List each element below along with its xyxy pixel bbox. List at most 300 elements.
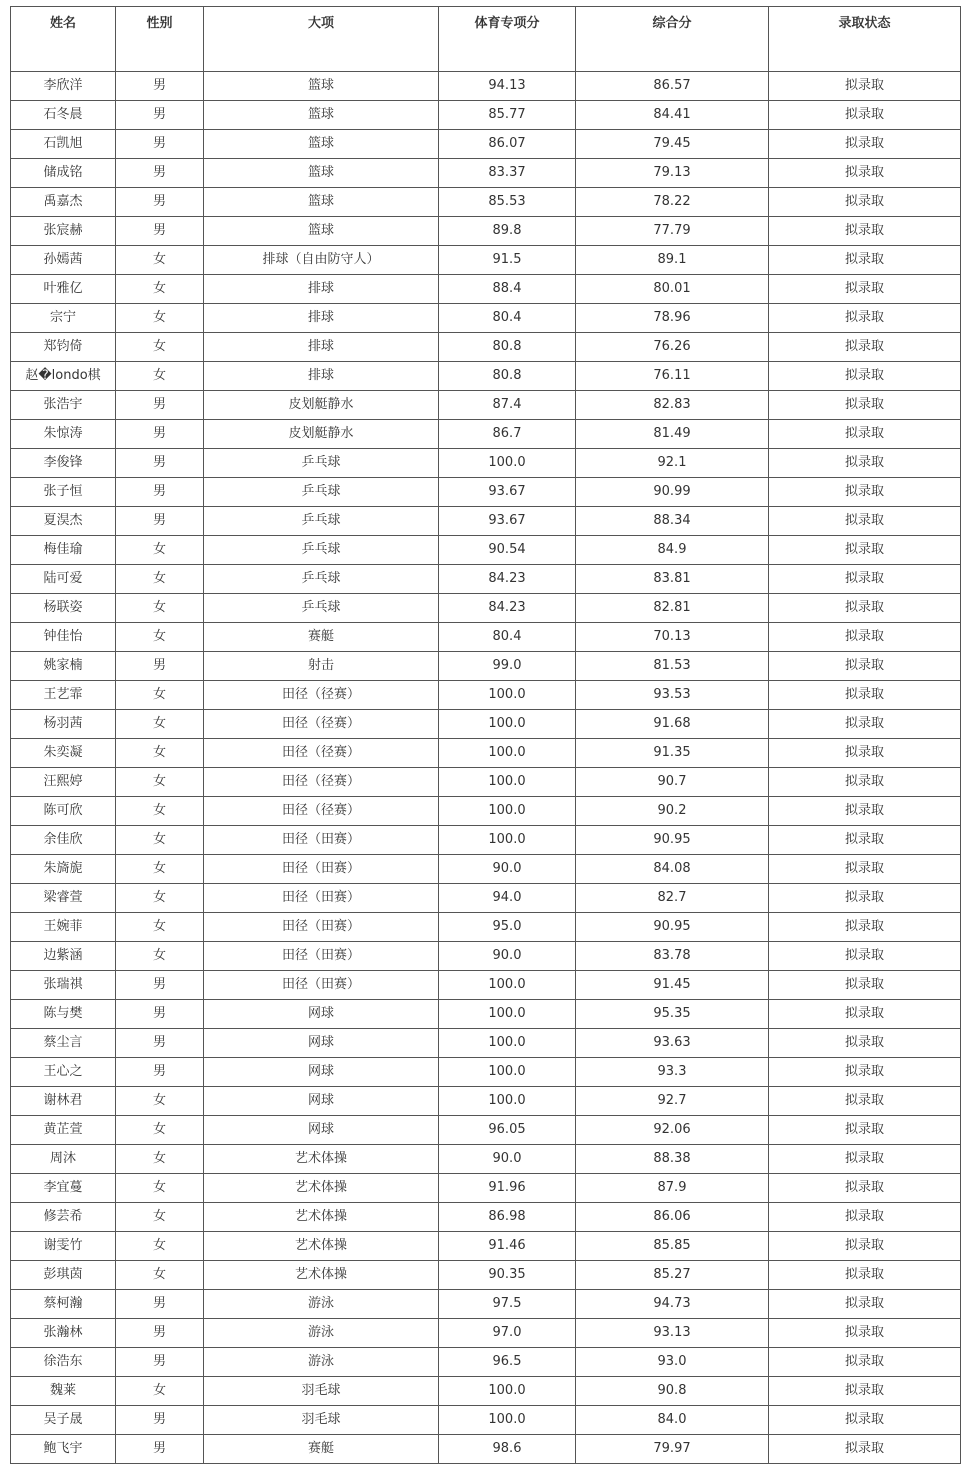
cell-status: 拟录取 xyxy=(769,1058,961,1087)
cell-sport: 艺术体操 xyxy=(204,1232,439,1261)
cell-gender: 女 xyxy=(116,681,204,710)
table-row xyxy=(11,1261,961,1290)
cell-status: 拟录取 xyxy=(769,652,961,681)
cell-status: 拟录取 xyxy=(769,1377,961,1406)
cell-name: 张瑞祺 xyxy=(11,971,116,1000)
cell-sport-score: 93.67 xyxy=(439,478,576,507)
table-row xyxy=(11,1406,961,1435)
cell-sport: 游泳 xyxy=(204,1348,439,1377)
cell-sport-score: 84.23 xyxy=(439,565,576,594)
cell-status: 拟录取 xyxy=(769,72,961,101)
table-row xyxy=(11,246,961,275)
cell-sport: 网球 xyxy=(204,1029,439,1058)
cell-total-score: 90.99 xyxy=(576,478,769,507)
cell-sport: 田径（田赛） xyxy=(204,826,439,855)
cell-status: 拟录取 xyxy=(769,594,961,623)
cell-status: 拟录取 xyxy=(769,681,961,710)
cell-name: 谢林君 xyxy=(11,1087,116,1116)
cell-sport-score: 86.7 xyxy=(439,420,576,449)
header-status: 录取状态 xyxy=(769,7,961,72)
cell-name: 梁睿萱 xyxy=(11,884,116,913)
table-row xyxy=(11,1116,961,1145)
cell-total-score: 90.7 xyxy=(576,768,769,797)
cell-total-score: 93.13 xyxy=(576,1319,769,1348)
cell-status: 拟录取 xyxy=(769,507,961,536)
cell-status: 拟录取 xyxy=(769,623,961,652)
cell-sport: 游泳 xyxy=(204,1319,439,1348)
cell-sport: 赛艇 xyxy=(204,623,439,652)
cell-sport-score: 83.37 xyxy=(439,159,576,188)
cell-sport: 网球 xyxy=(204,1116,439,1145)
cell-gender: 女 xyxy=(116,1377,204,1406)
cell-sport-score: 95.0 xyxy=(439,913,576,942)
cell-status: 拟录取 xyxy=(769,449,961,478)
cell-name: 陆可爱 xyxy=(11,565,116,594)
cell-gender: 男 xyxy=(116,130,204,159)
cell-status: 拟录取 xyxy=(769,536,961,565)
cell-name: 魏莱 xyxy=(11,1377,116,1406)
cell-total-score: 86.57 xyxy=(576,72,769,101)
cell-name: 郑钧倚 xyxy=(11,333,116,362)
cell-name: 朱旖旎 xyxy=(11,855,116,884)
cell-status: 拟录取 xyxy=(769,913,961,942)
cell-status: 拟录取 xyxy=(769,1116,961,1145)
cell-name: 朱奕凝 xyxy=(11,739,116,768)
cell-sport-score: 94.0 xyxy=(439,884,576,913)
cell-status: 拟录取 xyxy=(769,855,961,884)
cell-name: 徐浩东 xyxy=(11,1348,116,1377)
cell-name: 黄芷萱 xyxy=(11,1116,116,1145)
header-total-score: 综合分 xyxy=(576,7,769,72)
cell-sport: 田径（径赛） xyxy=(204,681,439,710)
cell-sport: 游泳 xyxy=(204,1290,439,1319)
table-row xyxy=(11,797,961,826)
cell-sport-score: 93.67 xyxy=(439,507,576,536)
table-row xyxy=(11,768,961,797)
cell-status: 拟录取 xyxy=(769,1087,961,1116)
cell-sport: 田径（径赛） xyxy=(204,797,439,826)
cell-status: 拟录取 xyxy=(769,710,961,739)
cell-total-score: 82.83 xyxy=(576,391,769,420)
cell-status: 拟录取 xyxy=(769,304,961,333)
cell-total-score: 91.35 xyxy=(576,739,769,768)
cell-gender: 女 xyxy=(116,710,204,739)
cell-total-score: 87.9 xyxy=(576,1174,769,1203)
cell-sport: 排球 xyxy=(204,304,439,333)
table-row xyxy=(11,1000,961,1029)
cell-status: 拟录取 xyxy=(769,246,961,275)
cell-status: 拟录取 xyxy=(769,1145,961,1174)
cell-total-score: 81.53 xyxy=(576,652,769,681)
cell-sport: 乒乓球 xyxy=(204,449,439,478)
cell-status: 拟录取 xyxy=(769,1000,961,1029)
cell-name: 王心之 xyxy=(11,1058,116,1087)
cell-sport: 田径（田赛） xyxy=(204,855,439,884)
cell-sport: 篮球 xyxy=(204,72,439,101)
cell-name: 陈可欣 xyxy=(11,797,116,826)
cell-total-score: 93.63 xyxy=(576,1029,769,1058)
cell-sport-score: 85.53 xyxy=(439,188,576,217)
cell-total-score: 80.01 xyxy=(576,275,769,304)
table-row xyxy=(11,130,961,159)
table-row xyxy=(11,507,961,536)
cell-gender: 男 xyxy=(116,1029,204,1058)
cell-sport: 皮划艇静水 xyxy=(204,420,439,449)
cell-total-score: 85.27 xyxy=(576,1261,769,1290)
table-header-row xyxy=(11,7,961,72)
cell-name: 谢雯竹 xyxy=(11,1232,116,1261)
cell-name: 周沐 xyxy=(11,1145,116,1174)
cell-status: 拟录取 xyxy=(769,826,961,855)
cell-total-score: 76.11 xyxy=(576,362,769,391)
cell-name: 彭琪茵 xyxy=(11,1261,116,1290)
cell-status: 拟录取 xyxy=(769,1290,961,1319)
cell-sport-score: 91.5 xyxy=(439,246,576,275)
table-row xyxy=(11,478,961,507)
cell-total-score: 78.96 xyxy=(576,304,769,333)
cell-sport-score: 80.8 xyxy=(439,362,576,391)
cell-total-score: 92.1 xyxy=(576,449,769,478)
cell-sport: 网球 xyxy=(204,1058,439,1087)
cell-sport-score: 100.0 xyxy=(439,681,576,710)
cell-sport-score: 90.35 xyxy=(439,1261,576,1290)
table-row xyxy=(11,710,961,739)
cell-sport: 乒乓球 xyxy=(204,536,439,565)
cell-sport-score: 98.6 xyxy=(439,1435,576,1464)
cell-sport-score: 100.0 xyxy=(439,971,576,1000)
cell-status: 拟录取 xyxy=(769,333,961,362)
cell-total-score: 85.85 xyxy=(576,1232,769,1261)
cell-name: 蔡尘言 xyxy=(11,1029,116,1058)
cell-sport-score: 80.4 xyxy=(439,623,576,652)
cell-gender: 女 xyxy=(116,246,204,275)
cell-sport: 篮球 xyxy=(204,159,439,188)
cell-total-score: 79.97 xyxy=(576,1435,769,1464)
cell-name: 叶雅亿 xyxy=(11,275,116,304)
cell-sport: 羽毛球 xyxy=(204,1406,439,1435)
cell-gender: 女 xyxy=(116,1203,204,1232)
table-row xyxy=(11,971,961,1000)
cell-status: 拟录取 xyxy=(769,797,961,826)
cell-gender: 女 xyxy=(116,333,204,362)
cell-status: 拟录取 xyxy=(769,362,961,391)
table-row xyxy=(11,362,961,391)
cell-gender: 男 xyxy=(116,420,204,449)
cell-status: 拟录取 xyxy=(769,942,961,971)
cell-status: 拟录取 xyxy=(769,1029,961,1058)
table-row xyxy=(11,1377,961,1406)
table-row xyxy=(11,449,961,478)
cell-name: 张宸赫 xyxy=(11,217,116,246)
cell-name: 蔡柯瀚 xyxy=(11,1290,116,1319)
header-name: 姓名 xyxy=(11,7,116,72)
cell-gender: 女 xyxy=(116,1174,204,1203)
cell-total-score: 84.41 xyxy=(576,101,769,130)
cell-name: 赵�londo棋 xyxy=(11,362,116,391)
cell-sport: 田径（径赛） xyxy=(204,710,439,739)
cell-status: 拟录取 xyxy=(769,565,961,594)
cell-total-score: 90.95 xyxy=(576,826,769,855)
cell-sport: 赛艇 xyxy=(204,1435,439,1464)
cell-sport: 排球 xyxy=(204,275,439,304)
table-row xyxy=(11,391,961,420)
cell-sport-score: 80.4 xyxy=(439,304,576,333)
cell-name: 宗宁 xyxy=(11,304,116,333)
cell-total-score: 83.81 xyxy=(576,565,769,594)
cell-sport: 乒乓球 xyxy=(204,594,439,623)
cell-gender: 男 xyxy=(116,72,204,101)
cell-gender: 女 xyxy=(116,942,204,971)
cell-gender: 男 xyxy=(116,652,204,681)
cell-name: 张浩宇 xyxy=(11,391,116,420)
cell-sport: 羽毛球 xyxy=(204,1377,439,1406)
table-row xyxy=(11,739,961,768)
table-row xyxy=(11,1145,961,1174)
cell-gender: 女 xyxy=(116,768,204,797)
cell-status: 拟录取 xyxy=(769,130,961,159)
cell-total-score: 90.95 xyxy=(576,913,769,942)
cell-total-score: 78.22 xyxy=(576,188,769,217)
cell-total-score: 92.06 xyxy=(576,1116,769,1145)
cell-name: 夏淏杰 xyxy=(11,507,116,536)
cell-sport: 田径（径赛） xyxy=(204,768,439,797)
table-row xyxy=(11,101,961,130)
cell-gender: 男 xyxy=(116,188,204,217)
cell-sport-score: 94.13 xyxy=(439,72,576,101)
cell-gender: 男 xyxy=(116,507,204,536)
table-row xyxy=(11,1174,961,1203)
cell-sport: 网球 xyxy=(204,1000,439,1029)
cell-gender: 女 xyxy=(116,1116,204,1145)
cell-sport: 乒乓球 xyxy=(204,478,439,507)
table-row xyxy=(11,1203,961,1232)
cell-gender: 女 xyxy=(116,623,204,652)
cell-total-score: 93.53 xyxy=(576,681,769,710)
cell-sport: 艺术体操 xyxy=(204,1203,439,1232)
cell-sport-score: 97.0 xyxy=(439,1319,576,1348)
cell-total-score: 93.0 xyxy=(576,1348,769,1377)
cell-gender: 男 xyxy=(116,1348,204,1377)
cell-status: 拟录取 xyxy=(769,217,961,246)
cell-name: 余佳欣 xyxy=(11,826,116,855)
cell-status: 拟录取 xyxy=(769,971,961,1000)
cell-gender: 女 xyxy=(116,565,204,594)
cell-sport: 篮球 xyxy=(204,101,439,130)
cell-name: 边紫涵 xyxy=(11,942,116,971)
table-row xyxy=(11,217,961,246)
cell-name: 梅佳瑜 xyxy=(11,536,116,565)
cell-status: 拟录取 xyxy=(769,420,961,449)
cell-sport-score: 91.46 xyxy=(439,1232,576,1261)
cell-name: 石冬晨 xyxy=(11,101,116,130)
cell-sport: 篮球 xyxy=(204,130,439,159)
cell-status: 拟录取 xyxy=(769,1174,961,1203)
cell-sport: 艺术体操 xyxy=(204,1174,439,1203)
cell-sport-score: 90.54 xyxy=(439,536,576,565)
table-row xyxy=(11,1232,961,1261)
cell-sport-score: 91.96 xyxy=(439,1174,576,1203)
cell-gender: 女 xyxy=(116,797,204,826)
table-row xyxy=(11,1087,961,1116)
cell-name: 李宜蔓 xyxy=(11,1174,116,1203)
header-sport-score: 体育专项分 xyxy=(439,7,576,72)
cell-status: 拟录取 xyxy=(769,768,961,797)
cell-gender: 女 xyxy=(116,362,204,391)
table-row xyxy=(11,536,961,565)
cell-total-score: 91.68 xyxy=(576,710,769,739)
cell-sport: 篮球 xyxy=(204,217,439,246)
cell-status: 拟录取 xyxy=(769,1319,961,1348)
cell-sport-score: 100.0 xyxy=(439,768,576,797)
cell-total-score: 86.06 xyxy=(576,1203,769,1232)
table-row xyxy=(11,826,961,855)
cell-gender: 男 xyxy=(116,1058,204,1087)
cell-sport: 田径（田赛） xyxy=(204,884,439,913)
cell-total-score: 79.45 xyxy=(576,130,769,159)
cell-gender: 女 xyxy=(116,536,204,565)
cell-total-score: 79.13 xyxy=(576,159,769,188)
cell-gender: 男 xyxy=(116,449,204,478)
cell-name: 李欣洋 xyxy=(11,72,116,101)
cell-sport-score: 100.0 xyxy=(439,1029,576,1058)
cell-sport: 乒乓球 xyxy=(204,565,439,594)
cell-gender: 女 xyxy=(116,739,204,768)
cell-gender: 女 xyxy=(116,594,204,623)
cell-gender: 女 xyxy=(116,1145,204,1174)
cell-gender: 女 xyxy=(116,275,204,304)
cell-total-score: 94.73 xyxy=(576,1290,769,1319)
cell-sport: 田径（田赛） xyxy=(204,942,439,971)
cell-gender: 女 xyxy=(116,1232,204,1261)
cell-sport-score: 96.5 xyxy=(439,1348,576,1377)
cell-name: 朱惊涛 xyxy=(11,420,116,449)
cell-sport-score: 85.77 xyxy=(439,101,576,130)
cell-gender: 女 xyxy=(116,884,204,913)
cell-sport-score: 100.0 xyxy=(439,826,576,855)
table-row xyxy=(11,1319,961,1348)
cell-sport-score: 96.05 xyxy=(439,1116,576,1145)
cell-status: 拟录取 xyxy=(769,1232,961,1261)
cell-sport-score: 100.0 xyxy=(439,739,576,768)
cell-total-score: 93.3 xyxy=(576,1058,769,1087)
cell-name: 鲍飞宇 xyxy=(11,1435,116,1464)
cell-gender: 男 xyxy=(116,101,204,130)
table-row xyxy=(11,884,961,913)
table-row xyxy=(11,304,961,333)
table-row xyxy=(11,275,961,304)
cell-name: 王艺霏 xyxy=(11,681,116,710)
header-gender: 性别 xyxy=(116,7,204,72)
table-row xyxy=(11,1348,961,1377)
cell-total-score: 84.08 xyxy=(576,855,769,884)
cell-sport: 排球 xyxy=(204,333,439,362)
cell-total-score: 77.79 xyxy=(576,217,769,246)
cell-gender: 女 xyxy=(116,1087,204,1116)
admission-table xyxy=(10,6,961,1464)
cell-total-score: 81.49 xyxy=(576,420,769,449)
cell-total-score: 82.81 xyxy=(576,594,769,623)
cell-sport-score: 100.0 xyxy=(439,1087,576,1116)
cell-sport: 皮划艇静水 xyxy=(204,391,439,420)
cell-gender: 女 xyxy=(116,855,204,884)
cell-sport-score: 86.98 xyxy=(439,1203,576,1232)
cell-sport-score: 100.0 xyxy=(439,797,576,826)
cell-sport-score: 100.0 xyxy=(439,1377,576,1406)
cell-name: 李俊锋 xyxy=(11,449,116,478)
cell-sport-score: 100.0 xyxy=(439,1058,576,1087)
cell-name: 张瀚林 xyxy=(11,1319,116,1348)
cell-sport-score: 100.0 xyxy=(439,1000,576,1029)
table-row xyxy=(11,913,961,942)
cell-status: 拟录取 xyxy=(769,1406,961,1435)
table-row xyxy=(11,565,961,594)
cell-sport: 篮球 xyxy=(204,188,439,217)
cell-gender: 男 xyxy=(116,1435,204,1464)
cell-gender: 男 xyxy=(116,1406,204,1435)
cell-total-score: 91.45 xyxy=(576,971,769,1000)
cell-status: 拟录取 xyxy=(769,159,961,188)
cell-sport-score: 99.0 xyxy=(439,652,576,681)
cell-sport-score: 100.0 xyxy=(439,1406,576,1435)
cell-gender: 男 xyxy=(116,478,204,507)
cell-total-score: 84.0 xyxy=(576,1406,769,1435)
cell-total-score: 92.7 xyxy=(576,1087,769,1116)
cell-total-score: 82.7 xyxy=(576,884,769,913)
table-row xyxy=(11,188,961,217)
cell-sport-score: 86.07 xyxy=(439,130,576,159)
cell-name: 吴子晟 xyxy=(11,1406,116,1435)
cell-gender: 女 xyxy=(116,304,204,333)
cell-name: 修芸希 xyxy=(11,1203,116,1232)
cell-name: 钟佳怡 xyxy=(11,623,116,652)
cell-total-score: 88.34 xyxy=(576,507,769,536)
cell-sport-score: 88.4 xyxy=(439,275,576,304)
cell-sport-score: 100.0 xyxy=(439,710,576,739)
cell-gender: 男 xyxy=(116,391,204,420)
cell-sport-score: 84.23 xyxy=(439,594,576,623)
cell-name: 汪熙婷 xyxy=(11,768,116,797)
cell-total-score: 76.26 xyxy=(576,333,769,362)
cell-status: 拟录取 xyxy=(769,1435,961,1464)
cell-gender: 女 xyxy=(116,1261,204,1290)
cell-status: 拟录取 xyxy=(769,1203,961,1232)
cell-sport-score: 97.5 xyxy=(439,1290,576,1319)
cell-total-score: 89.1 xyxy=(576,246,769,275)
cell-sport-score: 87.4 xyxy=(439,391,576,420)
table-body xyxy=(11,7,961,1464)
cell-name: 禹嘉杰 xyxy=(11,188,116,217)
cell-name: 张子恒 xyxy=(11,478,116,507)
cell-name: 杨联姿 xyxy=(11,594,116,623)
cell-name: 石凯旭 xyxy=(11,130,116,159)
table-row xyxy=(11,72,961,101)
cell-sport: 排球（自由防守人） xyxy=(204,246,439,275)
cell-sport-score: 100.0 xyxy=(439,449,576,478)
table-row xyxy=(11,1435,961,1464)
table-row xyxy=(11,1058,961,1087)
cell-sport: 艺术体操 xyxy=(204,1145,439,1174)
cell-status: 拟录取 xyxy=(769,1348,961,1377)
cell-status: 拟录取 xyxy=(769,188,961,217)
table-row xyxy=(11,855,961,884)
cell-status: 拟录取 xyxy=(769,478,961,507)
table-row xyxy=(11,1029,961,1058)
cell-gender: 女 xyxy=(116,913,204,942)
cell-sport: 乒乓球 xyxy=(204,507,439,536)
cell-gender: 男 xyxy=(116,1319,204,1348)
table-row xyxy=(11,623,961,652)
cell-sport-score: 90.0 xyxy=(439,1145,576,1174)
